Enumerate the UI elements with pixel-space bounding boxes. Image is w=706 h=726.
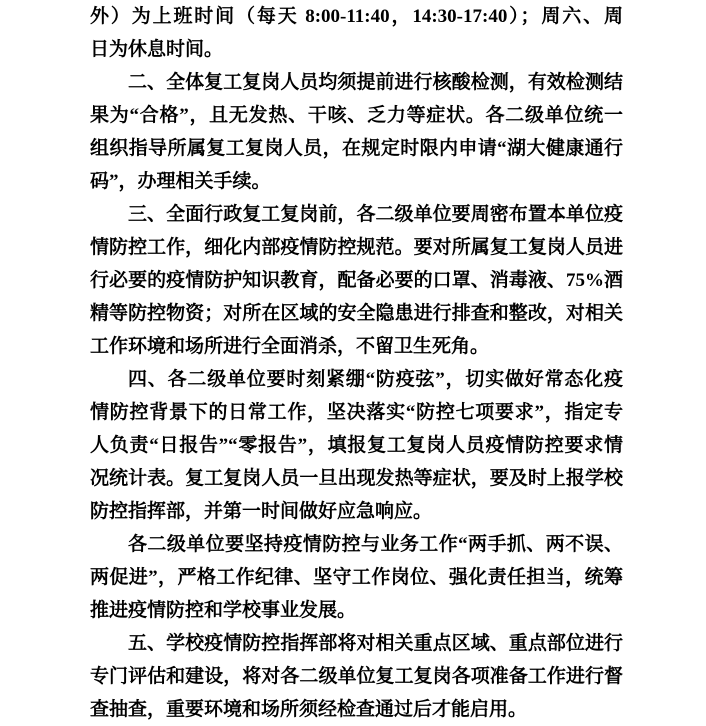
text-line: 码”，办理相关手续。 [90,171,271,192]
document-text-block [90,0,623,726]
text-line: 情防控工作，细化内部疫情防控规范。要对所属复工复岗人员进 [90,237,623,258]
text-line: 日为休息时间。 [90,39,224,60]
paragraph-4-daily-prevention-reporting [90,363,623,528]
text-line: 各二级单位要坚持疫情防控与业务工作“两手抓、两不误、 [128,534,623,555]
text-line: 推进疫情防控和学校事业发展。 [90,600,357,621]
text-line: 外）为上班时间（每天 8:00-11:40，14:30-17:40）；周六、周 [90,6,623,27]
text-line: 组织指导所属复工复岗人员，在规定时限内申请“湖大健康通行 [90,138,623,159]
text-line: 五、学校疫情防控指挥部将对相关重点区域、重点部位进行 [128,633,623,654]
paragraph-6-inspection-and-spot-checks [90,627,623,726]
text-line: 工作环境和场所进行全面消杀，不留卫生死角。 [90,336,490,357]
paragraph-5-dual-track-work [90,528,623,627]
text-line: 情防控背景下的日常工作，坚决落实“防控七项要求”，指定专 [90,402,623,423]
text-line: 防控指挥部，并第一时间做好应急响应。 [90,501,433,522]
paragraph-office-hours-continuation [90,0,623,66]
text-line: 专门评估和建设，将对各二级单位复工复岗各项准备工作进行督 [90,666,623,687]
text-line: 果为“合格”，且无发热、干咳、乏力等症状。各二级单位统一 [90,105,623,126]
paragraph-2-nucleic-acid-testing [90,66,623,198]
text-line: 精等防控物资；对所在区域的安全隐患进行排查和整改，对相关 [90,303,623,324]
text-line: 三、全面行政复工复岗前，各二级单位要周密布置本单位疫 [128,204,623,225]
text-line: 人负责“日报告”“零报告”，填报复工复岗人员疫情防控要求情 [90,435,623,456]
text-line: 行必要的疫情防护知识教育，配备必要的口罩、消毒液、75%酒 [90,270,623,291]
text-line: 二、全体复工复岗人员均须提前进行核酸检测，有效检测结 [128,72,623,93]
text-line: 四、各二级单位要时刻紧绷“防疫弦”，切实做好常态化疫 [128,369,623,390]
text-line: 两促进”，严格工作纪律、坚守工作岗位、强化责任担当，统筹 [90,567,623,588]
paragraph-3-pre-resumption-preparation [90,198,623,363]
text-line: 况统计表。复工复岗人员一旦出现发热等症状，要及时上报学校 [90,468,623,489]
text-line: 查抽查，重要环境和场所须经检查通过后才能启用。 [90,699,528,720]
